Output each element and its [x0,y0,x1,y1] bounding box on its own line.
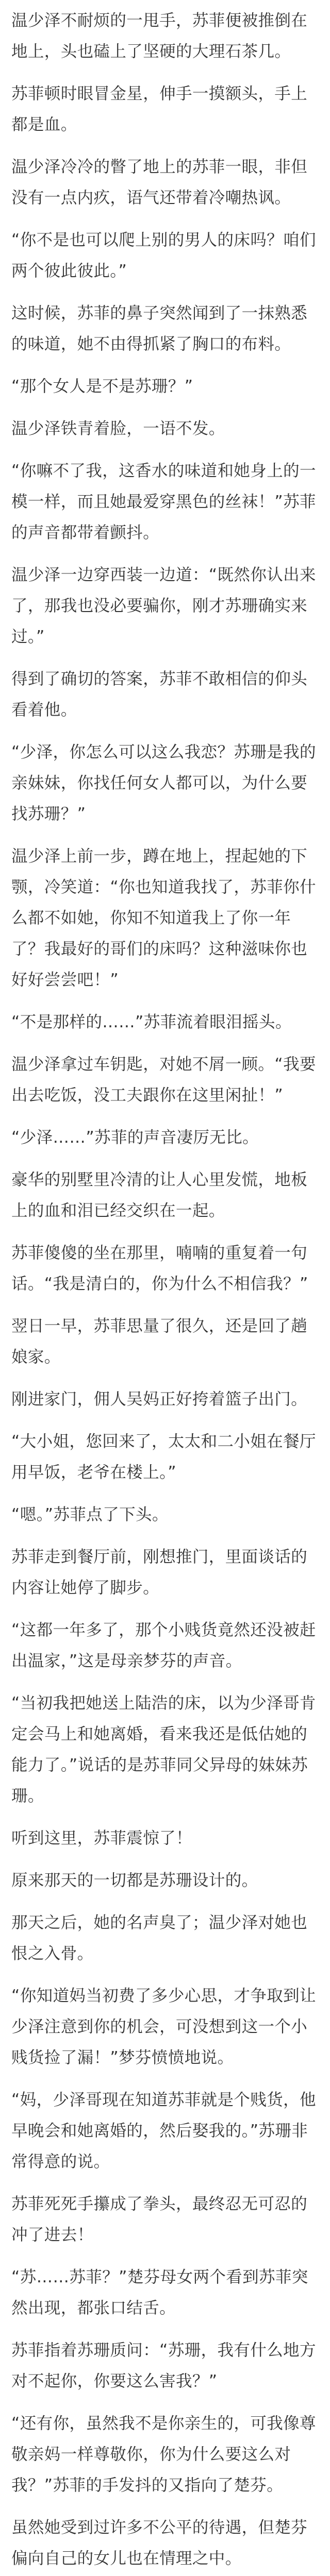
story-paragraph: 苏菲走到餐厅前，刚想推门，里面谈话的内容让她停了脚步。 [11,1548,308,1597]
story-paragraph: 温少泽一边穿西装一边道：“既然你认出来了，那我也没必要骗你，刚才苏珊确实来过。” [11,566,316,646]
story-paragraph: 苏菲傻傻的坐在那里，喃喃的重复着一句话。“我是清白的，你为什么不相信我？” [11,1244,308,1293]
story-paragraph: “那个女人是不是苏珊？” [11,377,193,396]
story-paragraph: “不是那样的……”苏菲流着眼泪摇头。 [11,1013,292,1031]
story-paragraph: “你不是也可以爬上别的男人的床吗？咱们两个彼此彼此。” [11,231,316,280]
story-paragraph: 苏菲顿时眼冒金星，伸手一摸额头，手上都是血。 [11,84,308,134]
story-paragraph: “你嘛不了我，这香水的味道和她身上的一模一样，而且她最爱穿黑色的丝袜！”苏菲的声音都带着颤抖。 [11,462,316,542]
story-paragraph: “你知道妈当初费了多少心思，才争取到让少泽注意到你的机会，可没想到这一个小贱货捡了漏！”梦芬愤愤地说。 [11,1987,316,2067]
story-paragraph: 温少泽冷冷的瞥了地上的苏菲一眼，非但没有一点内疚，语气还带着冷嘲热讽。 [11,158,308,207]
story-paragraph: “苏……苏菲？”楚芬母女两个看到苏菲突然出现，都张口结舌。 [11,2268,308,2317]
story-paragraph: 温少泽拿过车钥匙，对她不屑一顾。“我要出去吃饭，没工夫跟你在这里闲扯！” [11,1055,316,1105]
story-paragraph: 这时候，苏菲的鼻子突然闻到了一抹熟悉的味道，她不由得抓紧了胸口的布料。 [11,304,308,353]
story-paragraph: “嗯。”苏菲点了下头。 [11,1505,169,1524]
story-paragraph: 虽然她受到过许多不公平的待遇，但楚芬偏向自己的女儿也在情理之中。 [11,2518,308,2568]
story-paragraph: “这都一年多了，那个小贱货竟然还没被赶出温家，”这是母亲梦芬的声音。 [11,1621,316,1670]
story-paragraph: 温少泽上前一步，蹲在地上，捏起她的下颚，冷笑道：“你也知道我找了，苏菲你什么都不如她，你知不知道我上了你一年了？我最好的哥们的床吗？这种滋味你也好好尝尝吧！” [11,847,316,989]
story-paragraph: “少泽，你怎么可以这么我恋？苏珊是我的亲妹妹，你找任何女人都可以，为什么要找苏珊？” [11,743,316,823]
story-paragraph: 温少泽铁青着脸，一语不发。 [11,419,225,438]
story-paragraph: “大小姐，您回来了，太太和二小姐在餐厅用早饭，老爷在楼上。” [11,1432,316,1482]
story-paragraph: 苏菲指着苏珊质问：“苏珊，我有什么地方对不起你，你要这么害我？” [11,2341,316,2391]
story-paragraph: 温少泽不耐烦的一甩手，苏菲便被推倒在地上，头也磕上了坚硬的大理石茶几。 [11,11,308,61]
story-paragraph: 得到了确切的答案，苏菲不敢相信的仰头看着他。 [11,670,308,719]
story-paragraph: 刚进家门，佣人吴妈正好挎着篮子出门。 [11,1390,308,1409]
story-paragraph: 豪华的别墅里冷清的让人心里发慌，地板上的血和泪已经交织在一起。 [11,1171,308,1220]
story-paragraph: “妈，少泽哥现在知道苏菲就是个贱货，他早晚会和她离婚的，然后娶我的。”苏珊非常得意的说。 [11,2091,316,2171]
story-paragraph: 原来那天的一切都是苏珊设计的。 [11,1871,258,1890]
story-paragraph: 那天之后，她的名声臭了；温少泽对她也恨之入骨。 [11,1913,308,1963]
story-paragraph: 翌日一早，苏菲思量了很久，还是回了趟娘家。 [11,1317,308,1366]
story-paragraph: “少泽……”苏菲的声音凄厉无比。 [11,1128,259,1147]
story-paragraph: “当初我把她送上陆浩的床，以为少泽哥肯定会马上和她离婚，看来我还是低估她的能力了。”说话的是苏菲同父异母的妹妹苏珊。 [11,1694,316,1805]
story-paragraph: 听到这里，苏菲震惊了！ [11,1829,192,1848]
story-paragraph: 苏菲死死手攥成了拳头，最终忍无可忍的冲了进去！ [11,2195,308,2244]
story-paragraph: “还有你，虽然我不是你亲生的，可我像尊敬亲妈一样尊敬你，你为什么要这么对我？”苏菲的手发抖的又指向了楚芬。 [11,2414,316,2495]
